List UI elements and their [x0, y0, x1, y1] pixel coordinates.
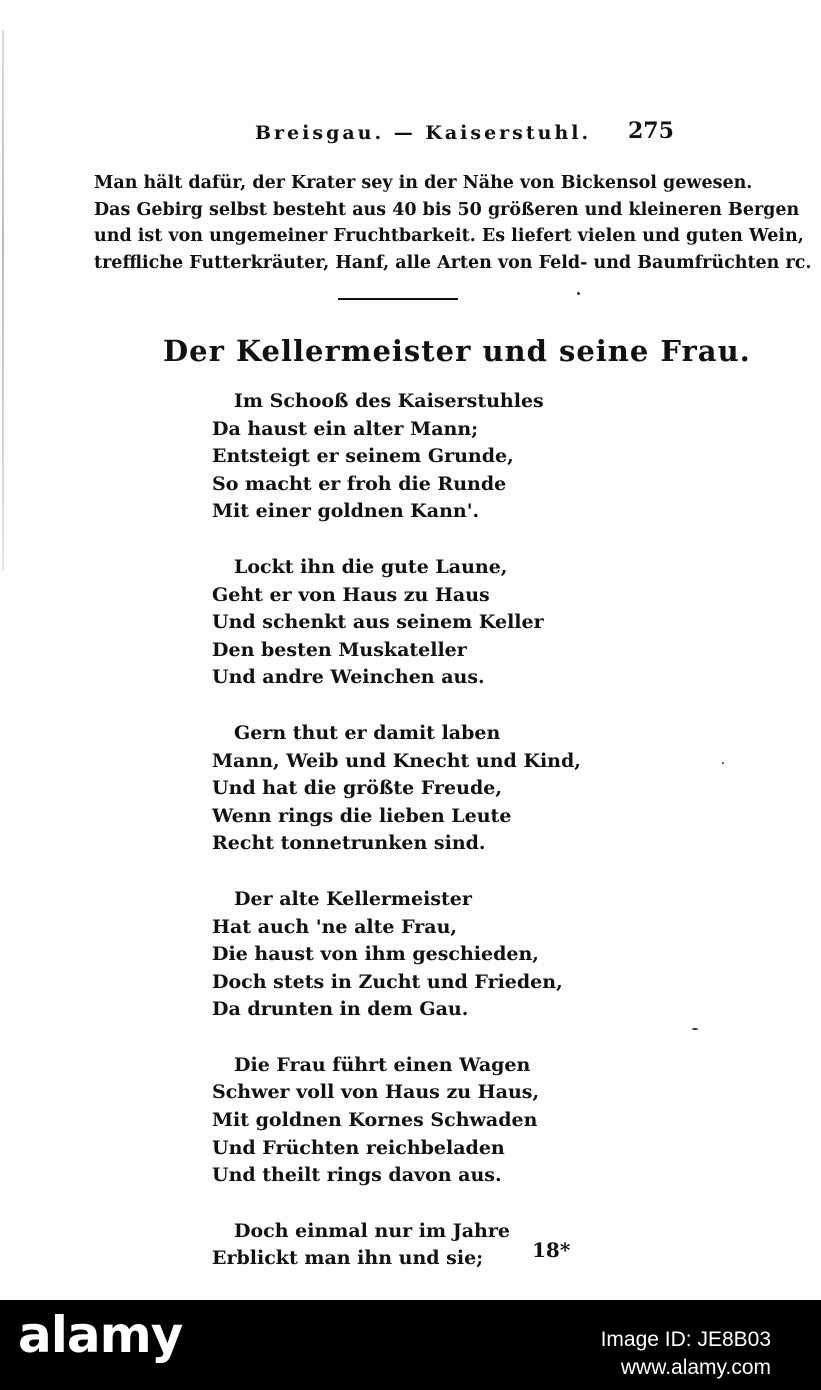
page-number: 275	[628, 118, 674, 144]
running-head	[0, 118, 821, 148]
poem-line: Da drunten in dem Gau.	[212, 998, 469, 1021]
print-speck	[722, 762, 724, 764]
poem	[212, 388, 581, 1301]
poem-line: Recht tonnetrunken sind.	[212, 832, 486, 855]
poem-line: Und theilt rings davon aus.	[212, 1164, 502, 1187]
image-id: Image ID: JE8B03	[600, 1328, 771, 1351]
stanza	[212, 388, 572, 526]
stanza	[212, 554, 572, 692]
poem-line: Lockt ihn die gute Laune,	[234, 555, 508, 578]
prose-line: und ist von ungemeiner Fruchtbarkeit. Es liefert vielen und guten Wein,	[94, 226, 804, 246]
poem-line: Mit goldnen Kornes Schwaden	[212, 1109, 538, 1132]
poem-line: Wenn rings die lieben Leute	[212, 804, 512, 827]
prose-line: Man hält dafür, der Krater sey in der Nähe von Bickensol gewesen.	[94, 173, 753, 193]
print-speck	[577, 292, 580, 295]
alamy-logo: alamy	[18, 1306, 183, 1364]
poem-line: Mit einer goldnen Kann'.	[212, 500, 480, 523]
watermark-footer	[0, 1300, 821, 1390]
running-title: Breisgau. — Kaiserstuhl.	[255, 122, 592, 144]
poem-line: Erblickt man ihn und sie;	[212, 1247, 484, 1270]
poem-line: Und Früchten reichbeladen	[212, 1136, 505, 1159]
poem-line: Doch stets in Zucht und Frieden,	[212, 970, 563, 993]
poem-line: Schwer voll von Haus zu Haus,	[212, 1081, 540, 1104]
poem-line: Mann, Weib und Knecht und Kind,	[212, 749, 581, 772]
stanza	[212, 886, 572, 1024]
poem-line: So macht er froh die Runde	[212, 472, 507, 495]
poem-line: Entsteigt er seinem Grunde,	[212, 445, 514, 468]
prose-line: Das Gebirg selbst besteht aus 40 bis 50 größeren und kleineren Bergen	[94, 199, 800, 220]
poem-line: Und schenkt aus seinem Keller	[212, 611, 544, 634]
stanza	[212, 1218, 572, 1273]
stanza	[212, 720, 581, 858]
poem-line: Und hat die größte Freude,	[212, 777, 502, 800]
poem-line: Geht er von Haus zu Haus	[212, 583, 490, 606]
poem-line: Der alte Kellermeister	[234, 887, 472, 910]
scan-edge	[2, 30, 4, 570]
print-speck	[692, 1028, 698, 1030]
section-divider	[338, 298, 458, 300]
prose-paragraph	[94, 170, 812, 276]
poem-line: Die Frau führt einen Wagen	[234, 1053, 531, 1076]
poem-line: Und andre Weinchen aus.	[212, 666, 485, 689]
poem-title: Der Kellermeister und seine Frau.	[163, 334, 751, 368]
poem-line: Die haust von ihm geschieden,	[212, 943, 539, 966]
poem-line: Im Schooß des Kaiserstuhles	[234, 390, 544, 412]
poem-line: Hat auch 'ne alte Frau,	[212, 915, 458, 938]
stanza	[212, 1052, 572, 1190]
signature-mark: 18*	[532, 1238, 571, 1262]
site-url: www.alamy.com	[620, 1356, 771, 1379]
poem-line: Gern thut er damit laben	[234, 721, 501, 744]
prose-line: treffliche Futterkräuter, Hanf, alle Arten von Feld- und Baumfrüchten rc.	[94, 252, 812, 273]
poem-line: Da haust ein alter Mann;	[212, 417, 479, 440]
poem-line: Doch einmal nur im Jahre	[234, 1219, 510, 1242]
poem-line: Den besten Muskateller	[212, 638, 467, 661]
